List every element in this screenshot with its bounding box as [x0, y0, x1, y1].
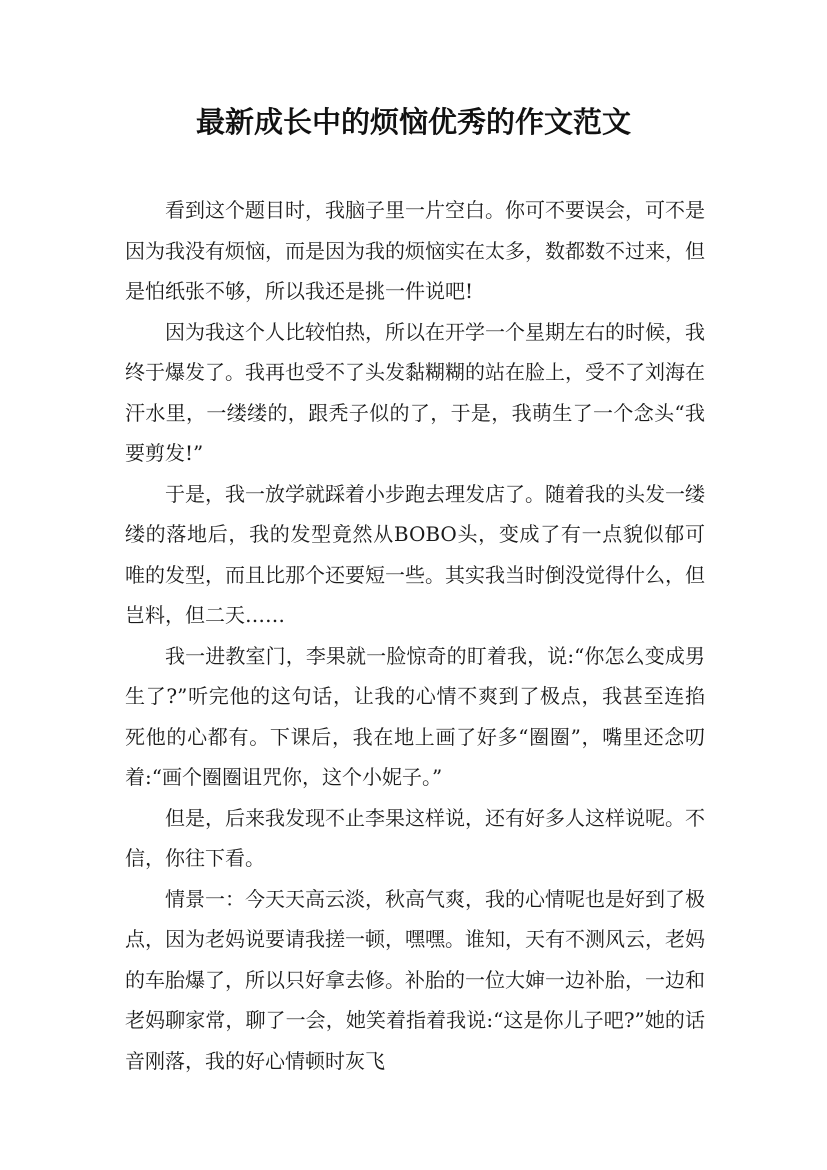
- document-body: [125, 190, 705, 1081]
- paragraph-4: 我一进教室门，李果就一脸惊奇的盯着我，说:“你怎么变成男生了?”听完他的这句话，让我的心情不爽到了极点，我甚至连掐死他的心都有。下课后，我在地上画了好多“圈圈”，嘴里还念叨着:“画个圈圈诅咒你，这个小妮子。”: [125, 643, 705, 789]
- paragraph-1: 看到这个题目时，我脑子里一片空白。你可不要误会，可不是因为我没有烦恼，而是因为我的烦恼实在太多，数都数不过来，但是怕纸张不够，所以我还是挑一件说吧!: [125, 198, 705, 303]
- paragraph-5: 但是，后来我发现不止李果这样说，还有好多人这样说呢。不信，你往下看。: [125, 805, 705, 870]
- paragraph-3: 于是，我一放学就踩着小步跑去理发店了。随着我的头发一缕缕的落地后，我的发型竟然从BOBO头，变成了有一点貌似郁可唯的发型，而且比那个还要短一些。其实我当时倒没觉得什么，但岂料，但二天……: [125, 481, 705, 627]
- document-title: 最新成长中的烦恼优秀的作文范文: [195, 105, 631, 139]
- paragraph-6: 情景一：今天天高云淡，秋高气爽，我的心情呢也是好到了极点，因为老妈说要请我搓一顿，嘿嘿。谁知，天有不测风云，老妈的车胎爆了，所以只好拿去修。补胎的一位大婶一边补胎，一边和老妈聊家常，聊了一会，她笑着指着我说:“这是你儿子吧?”她的话音刚落，我的好心情顿时灰飞: [125, 886, 705, 1073]
- paragraph-2: 因为我这个人比较怕热，所以在开学一个星期左右的时候，我终于爆发了。我再也受不了头发黏糊糊的站在脸上，受不了刘海在汗水里，一缕缕的，跟秃子似的了，于是，我萌生了一个念头“我要剪发!”: [125, 319, 705, 465]
